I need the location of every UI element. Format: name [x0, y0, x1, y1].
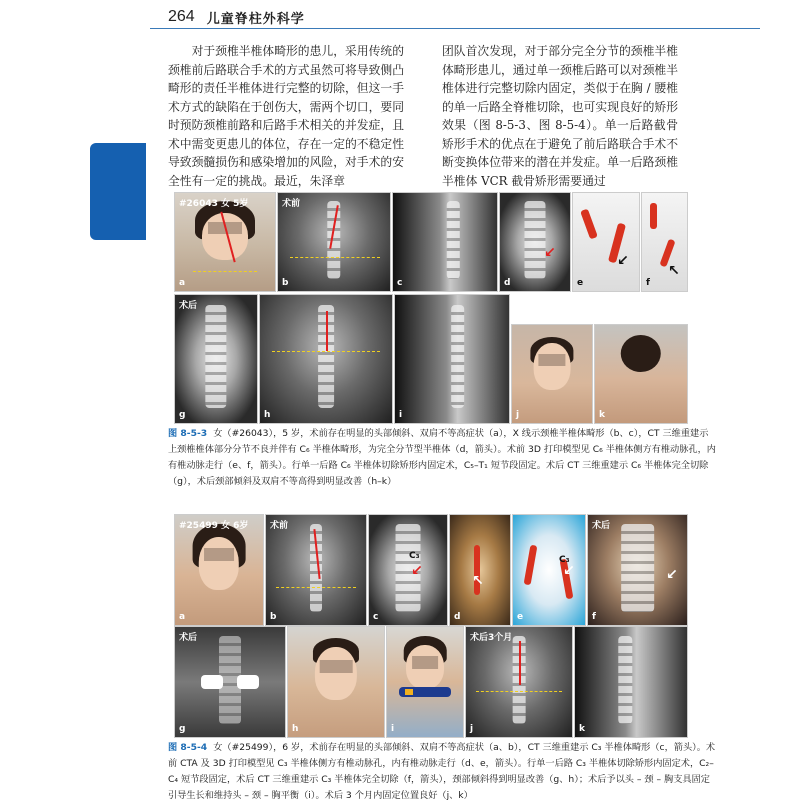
- figure1-tag-a: #26043 女 5岁: [179, 199, 249, 209]
- figure1-caption-text: 女（#26043），5 岁，术前存在明显的头部倾斜、双肩不等高症状（a），X 线示颈椎半椎体畸形（b、c），CT 三维重建示上颈椎椎体部分分节不良并伴有 C₆ 半椎体畸形，为完全分节型半椎体（d，箭头）。术前 3D 打印模型见 C₆ 半椎体侧方有椎动脉孔，内有椎动脉走行（e、f，箭头）。行单一后路 C₆ 半椎体切除矫形内固定术，C₅–T₁ 短节段固定。术后 CT 三维重建示 C₆ 半椎体完全切除（g），术后颈部倾斜及双肩不等高得到明显改善（h–k）: [168, 428, 716, 487]
- figure2-panel-b: [265, 514, 367, 626]
- figure2-label-f: f: [592, 612, 596, 622]
- artery-band: [524, 545, 538, 586]
- page-header: [168, 6, 305, 28]
- figure2-panel-f: [587, 514, 688, 626]
- face-blur: [320, 660, 353, 673]
- figure2-panel-i: [386, 626, 464, 738]
- spine-shape: [621, 524, 655, 612]
- figure1-panel-a: [174, 192, 276, 292]
- figure1-panel-c: [392, 192, 498, 292]
- figure2-panel-c: [368, 514, 448, 626]
- figure2-label-a: a: [179, 612, 186, 622]
- figure1-label-i: i: [399, 410, 403, 420]
- body-text-left: 对于颈椎半椎体畸形的患儿，采用传统的颈椎前后路联合手术的方式虽然可将导致侧凸畸形的责任半椎体进行完整的切除，但这一手术方式的缺陷在于创伤大，需两个切口，要同时预防颈椎前路和后路手术相关的并发症，且术中需变更患儿的体位，存在一定的不稳定性导致颈髓损伤和感染增加的风险，对手术的安全性有一定的挑战。最近，朱泽章: [168, 44, 404, 188]
- figure2-label-j: j: [470, 724, 474, 734]
- figure2-panel-e: [512, 514, 586, 626]
- spine-shape: [327, 201, 340, 279]
- shoulder-line: [276, 587, 356, 588]
- face-blur: [204, 548, 234, 561]
- figure2-label-g: g: [179, 724, 186, 734]
- screw-implant: [201, 675, 223, 689]
- figure1-label-b: b: [282, 278, 289, 288]
- body-text-right: 团队首次发现，对于部分完全分节的颈椎半椎体畸形患儿，通过单一颈椎后路可以对颈椎半椎体进行完整切除内固定，类似于在胸 / 腰椎的单一后路全脊椎切除，也可实现良好的矫形效果（图 8-5-3、图 8-5-4）。单一后路截骨矫形手术的优点在于避免了前后路联合手术不断变换体位带来的潜在并发症。单一后路颈椎半椎体 VCR 截骨矫形需要通过: [442, 44, 678, 188]
- child-face: [199, 537, 239, 590]
- page-number: 264: [168, 8, 195, 25]
- figure1-panel-f: [641, 192, 688, 292]
- shoulder-line: [290, 257, 380, 258]
- figure1-label-h: h: [264, 410, 271, 420]
- figure2-panel-a: [174, 514, 264, 626]
- arrow-icon: ↙: [563, 563, 575, 579]
- spine-shape: [205, 305, 226, 407]
- figure2-panel-j: [465, 626, 573, 738]
- figure2-label-i: i: [391, 724, 395, 734]
- figure1-caption-label: 图 8-5-3: [168, 428, 208, 439]
- c3-marker: C₃: [409, 551, 420, 561]
- figure2-label-e: e: [517, 612, 524, 622]
- shoulder-line: [476, 691, 562, 692]
- child-face: [202, 213, 248, 260]
- artery-band: [650, 203, 657, 229]
- brace-buckle: [405, 689, 413, 695]
- figure1-label-j: j: [516, 410, 520, 420]
- face-blur: [538, 354, 565, 366]
- artery-band: [580, 209, 598, 240]
- figure1-tag-b: 术前: [282, 199, 301, 209]
- chapter-tab: [90, 143, 146, 240]
- shoulder-line: [193, 271, 257, 272]
- figure2-caption-label: 图 8-5-4: [168, 742, 208, 753]
- figure2-panel-g: [174, 626, 286, 738]
- figure2-panel-k: [574, 626, 688, 738]
- figure1-caption: [168, 426, 716, 490]
- figure1-label-g: g: [179, 410, 186, 420]
- arrow-icon: ↖: [668, 263, 680, 279]
- spine-shape: [451, 305, 465, 407]
- child-face: [315, 647, 357, 700]
- figure1-label-d: d: [504, 278, 511, 288]
- figure2-label-c: c: [373, 612, 379, 622]
- figure2-label-b: b: [270, 612, 277, 622]
- figure1-label-c: c: [397, 278, 403, 288]
- axis-line: [326, 311, 328, 351]
- arrow-icon: ↙: [544, 245, 556, 261]
- figure1-panel-h: [259, 294, 393, 424]
- figure2-panel-d: [449, 514, 511, 626]
- figure2-panel-h: [287, 626, 385, 738]
- child-back-head: [621, 335, 661, 372]
- figure2-tag-a: #25499 女 6岁: [179, 521, 249, 531]
- figure1-panel-i: [394, 294, 510, 424]
- spine-shape: [619, 636, 632, 724]
- figure2-tag-f: 术后: [592, 521, 611, 531]
- axis-line: [519, 641, 521, 685]
- face-blur: [412, 656, 438, 669]
- c3-marker: C₃: [559, 555, 570, 565]
- figure2-label-h: h: [292, 724, 299, 734]
- figure2-tag-b: 术前: [270, 521, 289, 531]
- figure2-caption: [168, 740, 716, 804]
- figure1-label-k: k: [599, 410, 605, 420]
- figure1-panel-b: [277, 192, 391, 292]
- child-face: [534, 343, 571, 390]
- figure1-panel-d: [499, 192, 571, 292]
- spine-shape: [525, 201, 546, 279]
- spine-shape: [447, 201, 459, 279]
- arrow-icon: ↙: [617, 253, 629, 269]
- running-title: 儿童脊柱外科学: [206, 11, 305, 27]
- figure1-panel-k: [594, 324, 688, 424]
- figure2-tag-g: 术后: [179, 633, 198, 643]
- figure2-label-d: d: [454, 612, 461, 622]
- figure1-label-a: a: [179, 278, 186, 288]
- shoulder-line: [272, 351, 380, 352]
- figure1-panel-g: [174, 294, 258, 424]
- arrow-icon: ↖: [472, 573, 484, 589]
- screw-implant: [237, 675, 259, 689]
- figure2-caption-text: 女（#25499），6 岁，术前存在明显的头部倾斜、双肩不等高症状（a、b），CT 三维重建示 C₃ 半椎体畸形（c，箭头）。术前 CTA 及 3D 打印模型见 C₃ 半椎体侧方有椎动脉孔，内有椎动脉走行（d、e，箭头）。行单一后路 C₃ 半椎体切除矫形内固定术，C₂–C₄ 短节段固定，术后 CT 三维重建示 C₃ 半椎体完全切除（f，箭头），颈部倾斜得到明显改善（g、h）；术后予以头 – 颈 – 胸支具固定引导生长和维持头 – 颈 – 胸平衡（i）。术后 3 个月内固定位置良好（j、k）: [168, 742, 716, 801]
- figure2-label-k: k: [579, 724, 585, 734]
- figure1-panel-j: [511, 324, 593, 424]
- arrow-icon: ↙: [666, 567, 678, 583]
- figure1-label-e: e: [577, 278, 584, 288]
- figure1-panel-e: [572, 192, 640, 292]
- arrow-icon: ↙: [411, 563, 423, 579]
- header-rule: [150, 28, 760, 29]
- figure1-tag-g: 术后: [179, 301, 198, 311]
- figure1-label-f: f: [646, 278, 650, 288]
- figure2-tag-j: 术后3个月: [470, 633, 513, 643]
